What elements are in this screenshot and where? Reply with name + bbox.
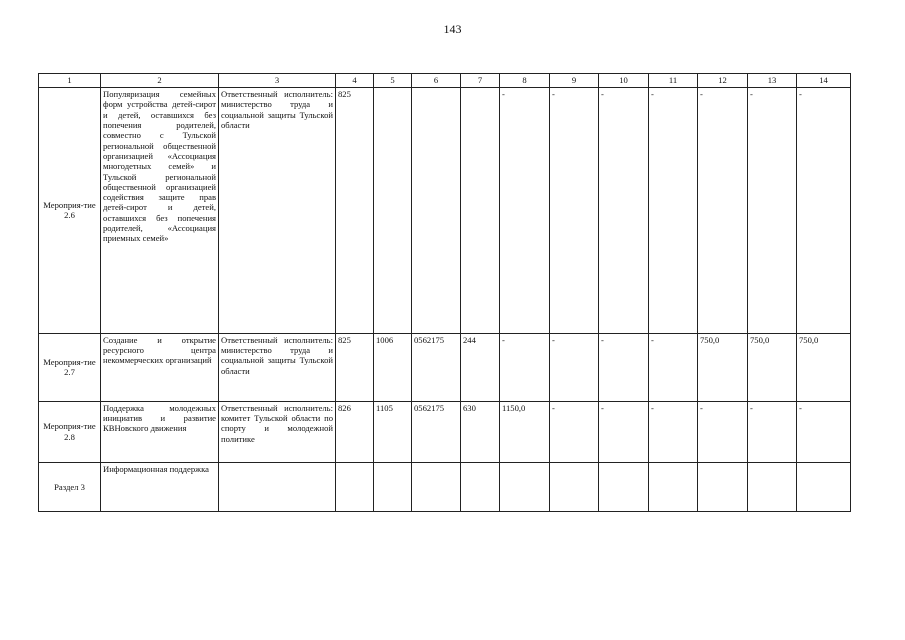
cell-value: - (500, 88, 550, 334)
cell-value (748, 462, 797, 511)
cell-value: 630 (461, 401, 500, 462)
row-label: Раздел 3 (39, 462, 101, 511)
cell-value: 826 (336, 401, 374, 462)
row-executor: Ответственный исполнитель: министерство труда и социальной защиты Тульской области (219, 88, 336, 334)
cell-value (649, 462, 698, 511)
header-cell: 9 (550, 74, 599, 88)
cell-value: 244 (461, 333, 500, 401)
cell-value: - (748, 401, 797, 462)
cell-value: 825 (336, 333, 374, 401)
cell-value: - (599, 88, 649, 334)
cell-value: 750,0 (797, 333, 851, 401)
cell-value: - (550, 333, 599, 401)
header-cell: 5 (374, 74, 412, 88)
cell-value: - (599, 333, 649, 401)
cell-value (461, 462, 500, 511)
cell-value: - (599, 401, 649, 462)
row-executor: Ответственный исполнитель: комитет Тульской области по спорту и молодежной политике (219, 401, 336, 462)
cell-value: 0562175 (412, 333, 461, 401)
row-description: Информационная поддержка (101, 462, 219, 511)
row-label: Мероприя-тие 2.7 (39, 333, 101, 401)
header-cell: 2 (101, 74, 219, 88)
cell-value (599, 462, 649, 511)
header-cell: 8 (500, 74, 550, 88)
cell-value (412, 88, 461, 334)
row-executor: Ответственный исполнитель: министерство труда и социальной защиты Тульской области (219, 333, 336, 401)
table-row (39, 401, 851, 462)
cell-value (550, 462, 599, 511)
header-cell: 11 (649, 74, 698, 88)
cell-value: 1150,0 (500, 401, 550, 462)
row-description: Популяризация семейных форм устройства детей-сирот и детей, оставшихся без попечения родителей, совместно с Тульской региональной общественной организацией «Ассоциация многодетных семей» и Тульской региональной общественной организацией содействия защите прав детей-сирот и детей, оставшихся без попечения родителей, «Ассоциация приемных семей» (101, 88, 219, 334)
header-cell: 10 (599, 74, 649, 88)
header-cell: 13 (748, 74, 797, 88)
row-label: Мероприя-тие 2.8 (39, 401, 101, 462)
row-label: Мероприя-тие 2.6 (39, 88, 101, 334)
cell-value: - (550, 401, 599, 462)
cell-value: - (797, 401, 851, 462)
row-executor (219, 462, 336, 511)
table-row (39, 333, 851, 401)
cell-value: - (500, 333, 550, 401)
cell-value: - (698, 88, 748, 334)
table-header-row (39, 74, 851, 88)
cell-value: - (698, 401, 748, 462)
cell-value: - (649, 333, 698, 401)
cell-value (461, 88, 500, 334)
cell-value (412, 462, 461, 511)
cell-value: 825 (336, 88, 374, 334)
cell-value (336, 462, 374, 511)
cell-value: 0562175 (412, 401, 461, 462)
header-cell: 1 (39, 74, 101, 88)
header-cell: 3 (219, 74, 336, 88)
table-row (39, 462, 851, 511)
header-cell: 14 (797, 74, 851, 88)
program-table (38, 73, 851, 512)
cell-value (374, 88, 412, 334)
cell-value: - (649, 401, 698, 462)
cell-value: 750,0 (748, 333, 797, 401)
cell-value: 1006 (374, 333, 412, 401)
cell-value: - (748, 88, 797, 334)
cell-value: - (797, 88, 851, 334)
header-cell: 12 (698, 74, 748, 88)
cell-value (797, 462, 851, 511)
row-description: Поддержка молодежных инициатив и развитие КВНовского движения (101, 401, 219, 462)
cell-value: - (649, 88, 698, 334)
header-cell: 4 (336, 74, 374, 88)
header-cell: 6 (412, 74, 461, 88)
cell-value: 750,0 (698, 333, 748, 401)
table-row (39, 88, 851, 334)
page-number: 143 (443, 22, 462, 36)
row-description: Создание и открытие ресурсного центра некоммерческих организаций (101, 333, 219, 401)
cell-value (500, 462, 550, 511)
cell-value (374, 462, 412, 511)
cell-value (698, 462, 748, 511)
cell-value: 1105 (374, 401, 412, 462)
header-cell: 7 (461, 74, 500, 88)
cell-value: - (550, 88, 599, 334)
